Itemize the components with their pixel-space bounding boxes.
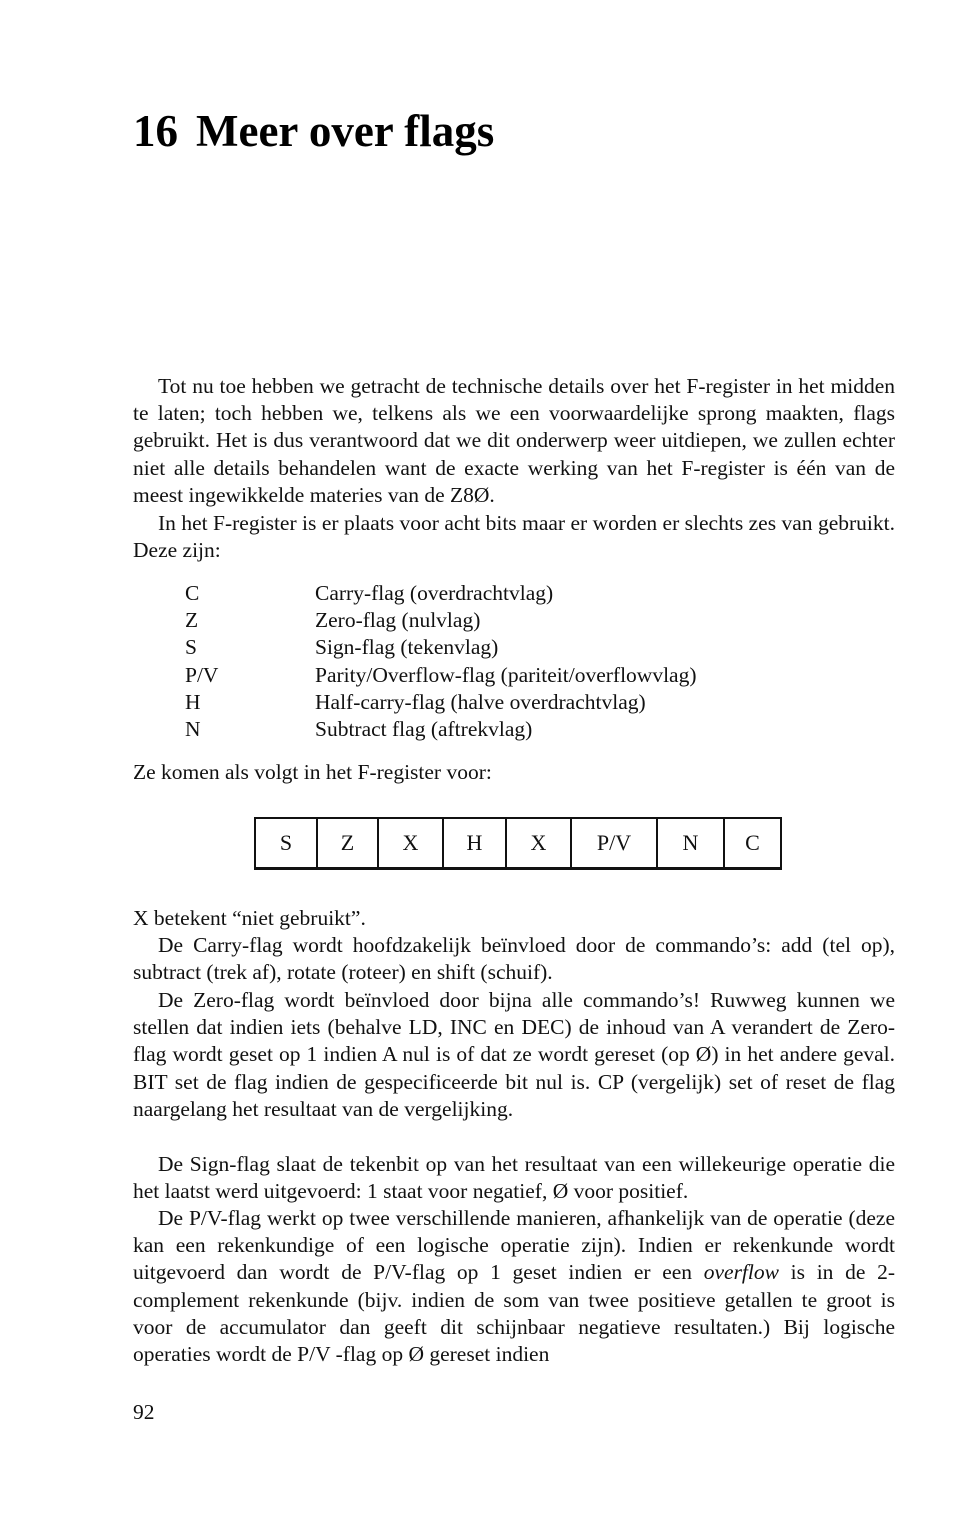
chapter-number: 16 — [133, 106, 178, 156]
flag-code: P/V — [185, 662, 219, 687]
page-number: 92 — [133, 1400, 155, 1424]
flag-list-item — [185, 634, 697, 661]
flag-list-item — [185, 580, 697, 607]
flag-code: C — [185, 581, 200, 605]
register-bit-cell: N — [658, 819, 725, 867]
flag-description: Half-carry-flag (halve overdrachtvlag) — [315, 689, 646, 714]
f-register-diagram — [254, 817, 782, 870]
sign-flag-paragraph: De Sign-flag slaat de tekenbit op van het resultaat van een willekeurige operatie die het laatst werd uitgevoerd: 1 staat voor negatief, Ø voor positief. — [133, 1152, 895, 1204]
flag-code: N — [185, 716, 201, 741]
chapter-title: Meer over flags — [196, 106, 495, 156]
register-order-paragraph: Ze komen als volgt in het F-register voor: — [133, 760, 492, 784]
intro-paragraph: Tot nu toe hebben we getracht de technische details over het F-register in het midden te laten; toch hebben we, telkens als we een voorwaardelijke sprong maakten, flags gebruikt. Het is dus verantwoord dat we dit onderwerp weer uitdiepen, we zullen echter niet alle details behandelen want de exacte werking van het F-register is één van de meest ingewikkelde materies van de Z8Ø. — [133, 374, 895, 507]
overflow-emphasis: overflow — [703, 1260, 779, 1285]
flag-description: Subtract flag (aftrekvlag) — [315, 716, 533, 741]
flag-description: Parity/Overflow-flag (pariteit/overflowvlag) — [315, 662, 697, 687]
flag-list — [185, 580, 697, 743]
register-bit-cell: H — [444, 819, 507, 867]
zero-flag-paragraph: De Zero-flag wordt beïnvloed door bijna alle commando’s! Ruwweg kunnen we stellen dat indien iets (behalve LD, INC en DEC) de inhoud van A verandert de Zero-flag wordt geset op 1 indien A nul is of dat ze wordt gereset (op Ø) in het andere geval. BIT set de flag indien de gespecificeerde bit nul is. CP (vergelijk) set of reset de flag naargelang het resultaat van de vergelijking. — [133, 988, 895, 1121]
flag-list-item — [185, 716, 697, 743]
register-bit-cell: Z — [318, 819, 379, 867]
pv-flag-paragraph — [133, 1205, 895, 1368]
flag-code: S — [185, 635, 197, 660]
register-bit-cell: S — [256, 819, 318, 867]
register-bit-cell: X — [507, 819, 572, 867]
chapter-heading — [133, 104, 512, 158]
flag-description: Zero-flag (nulvlag) — [315, 608, 481, 633]
pv-text-end: is in de 2-complement rekenkunde (bijv. indien de som van twee positieve getallen te groot is voor de accumulator dan geeft dit schijnbaar negatieve resultaten.) Bij logische operaties wordt de P/V -flag op Ø gereset indien — [133, 1260, 895, 1367]
register-bit-cell: P/V — [572, 819, 658, 867]
flag-list-item — [185, 662, 697, 689]
register-bit-cell: X — [379, 819, 444, 867]
flag-description: Carry-flag (overdrachtvlag) — [315, 581, 554, 605]
flag-description: Sign-flag (tekenvlag) — [315, 635, 499, 660]
register-bit-cell: C — [745, 830, 760, 855]
carry-flag-paragraph: De Carry-flag wordt hoofdzakelijk beïnvloed door de commando’s: add (tel op), subtract (trek af), rotate (roteer) en shift (schuif). — [133, 933, 895, 985]
flag-code: H — [185, 689, 201, 714]
flag-list-item — [185, 607, 697, 634]
pv-text-start: De P/V-flag werkt op twee verschillende manieren, afhankelijk van de operatie (deze kan een rekenkundige of een logische operatie zijn). Indien er rekenkunde wordt uitgevoerd dan wordt de P/V-flag op 1 geset indien er een — [133, 1206, 895, 1285]
x-meaning-paragraph: X betekent “niet gebruikt”. — [133, 906, 366, 930]
flag-code: Z — [185, 608, 199, 633]
register-paragraph: In het F-register is er plaats voor acht bits maar er worden er slechts zes van gebruikt. Deze zijn: — [133, 511, 895, 563]
flag-list-item — [185, 689, 697, 716]
